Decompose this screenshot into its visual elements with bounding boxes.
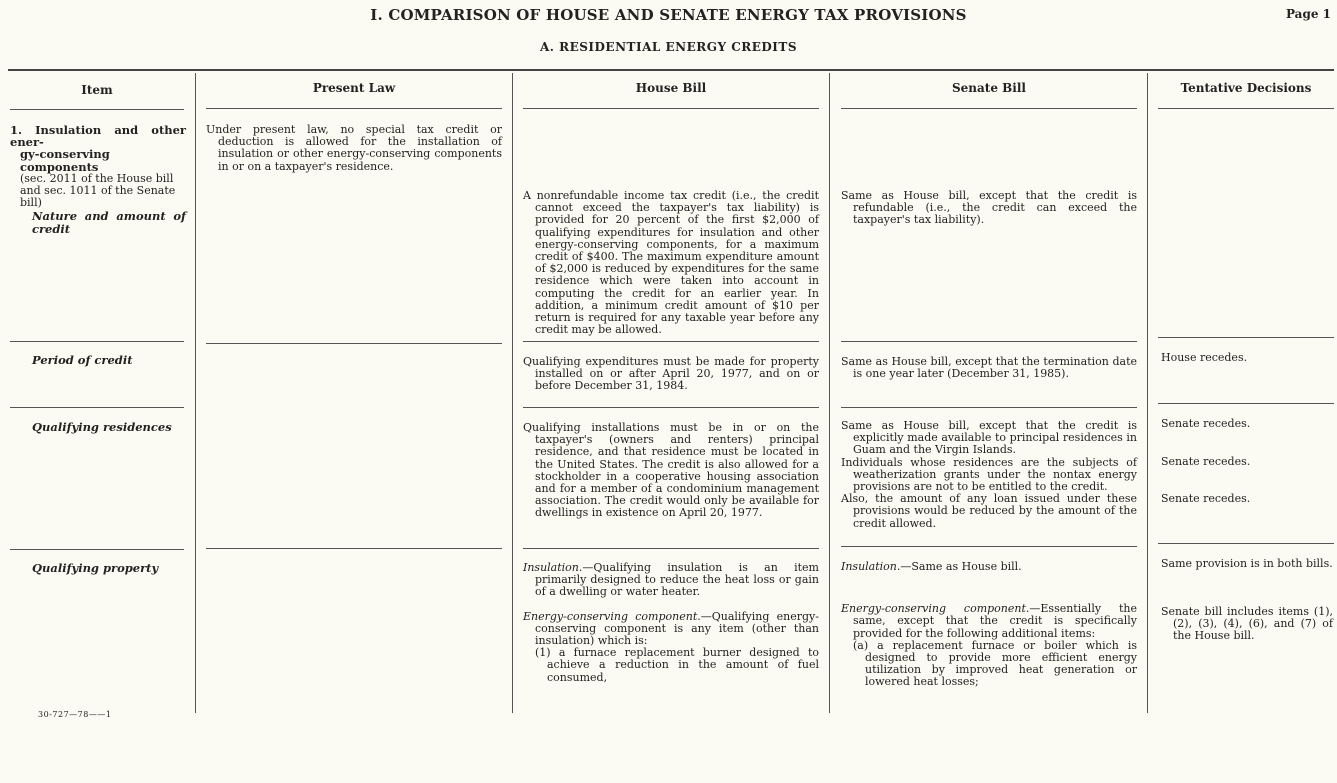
house-component-text: —Qualifying energy-conserving component is any item (other than insulation) which is: (535, 609, 819, 648)
row-rule (206, 343, 502, 344)
item-title-line-2: gy-conserving components (20, 147, 110, 174)
header-rule (206, 108, 502, 109)
item-title-line-1: 1. Insulation and other ener- (10, 123, 186, 150)
house-component-label: Energy-conserving component. (523, 609, 701, 623)
house-bill-text: A nonrefundable income tax credit (i.e., the credit cannot exceed the taxpayer's tax liability) is provided for 20 percent of the first $2,000 of qualifying expenditures for insulation and other energy-conserving components, for a maximum credit of $400. The maximum expenditure amount of $2,000 is reduced by expenditures for the same residence which were taken into account in computing the credit for an earlier year. In addition, a minimum credit amount of $10 per return is required for any taxable year before any credit may be allowed. (523, 189, 819, 337)
tentative-property-1 (1161, 558, 1333, 570)
column-divider (1147, 73, 1148, 713)
print-code-footnote: 30-727—78——1 (38, 710, 112, 719)
senate-component-text: —Essentially the same, except that the credit is specifically provided for the following additional items: (853, 602, 1137, 640)
row-rule (10, 407, 184, 408)
item-property-label: Qualifying property (32, 561, 159, 575)
senate-residences-p2: Individuals whose residences are the subjects of weatherization grants under the nontax energy provisions are not to be entitled to the credit. (841, 455, 1137, 494)
present-law-insulation (206, 124, 502, 173)
column-divider (195, 73, 196, 713)
tentative-residences-text-1: Senate recedes. (1161, 417, 1251, 430)
tentative-property-2 (1161, 606, 1333, 643)
senate-residences-p3: Also, the amount of any loan issued under these provisions would be reduced by the amount of the credit allowed. (841, 492, 1137, 530)
section-subtitle: A. RESIDENTIAL ENERGY CREDITS (539, 40, 798, 54)
tentative-residences-text-2: Senate recedes. (1161, 455, 1251, 468)
house-insulation-label: Insulation. (523, 561, 583, 574)
row-rule (10, 341, 184, 342)
row-rule (1158, 543, 1334, 544)
item-section-reference: (sec. 2011 of the House bill and sec. 1011 of the Senate bill) (20, 171, 176, 210)
senate-insulation-label: Insulation. (841, 560, 901, 573)
header-rule (841, 108, 1137, 109)
tentative-residences-2 (1161, 456, 1333, 468)
house-component-item-1: (1) a furnace replacement burner designed to achieve a reduction in the amount of fuel consumed, (535, 646, 819, 684)
row-rule (1158, 403, 1334, 404)
house-bill-residences (523, 422, 819, 520)
house-insulation-text: —Qualifying insulation is an item primarily designed to reduce the heat loss or gain of a dwelling or water heater. (535, 561, 819, 599)
row-rule (841, 546, 1137, 547)
row-rule (1158, 337, 1334, 338)
header-rule (1158, 108, 1334, 109)
row-rule (523, 407, 819, 408)
row-item-property (32, 562, 186, 574)
senate-bill-period-text: Same as House bill, except that the termination date is one year later (December 31, 1985). (841, 355, 1137, 381)
row-item-period (32, 354, 186, 366)
house-bill-residences-text: Qualifying installations must be in or on the taxpayer's (owners and renters) principal residence, and that residence must be located in the United States. The credit is also allowed for a stockholder in a cooperative housing association and for a member of a condominium management association. The credit would only be available for dwellings in existence on April 20, 1977. (523, 421, 819, 520)
senate-bill-text: Same as House bill, except that the credit is refundable (i.e., the credit can exceed the taxpayer's tax liability). (841, 189, 1137, 227)
row-rule (523, 341, 819, 342)
tentative-period (1161, 352, 1333, 364)
tentative-residences-1 (1161, 418, 1333, 430)
table-top-rule (8, 69, 1334, 71)
senate-bill-period (841, 356, 1137, 380)
tentative-residences-text-3: Senate recedes. (1161, 492, 1251, 505)
page-number: Page 1 (1285, 7, 1331, 21)
tentative-property-text-1: Same provision is in both bills. (1161, 557, 1333, 570)
column-header-present-law: Present Law (312, 81, 396, 95)
item-subheading: Nature and amount of credit (32, 209, 186, 236)
senate-residences-p1: Same as House bill, except that the credit is explicitly made available to principal residences in Guam and the Virgin Islands. (841, 419, 1137, 457)
column-header-senate-bill: Senate Bill (952, 81, 1026, 95)
present-law-text: Under present law, no special tax credit or deduction is allowed for the installation of insulation or other energy-conserving components in or on a taxpayer's residence. (206, 123, 502, 173)
row-rule (10, 549, 184, 550)
column-header-house-bill: House Bill (635, 81, 707, 95)
header-rule (523, 108, 819, 109)
column-divider (512, 73, 513, 713)
row-item-residences (32, 421, 186, 433)
column-header-tentative-decisions: Tentative Decisions (1180, 81, 1312, 95)
column-divider (829, 73, 830, 713)
house-bill-property (523, 562, 819, 684)
row-item-insulation (10, 124, 186, 235)
row-rule (523, 548, 819, 549)
page-title: I. COMPARISON OF HOUSE AND SENATE ENERGY TAX PROVISIONS (370, 6, 967, 24)
row-rule (841, 407, 1137, 408)
senate-component-label: Energy-conserving component. (841, 602, 1030, 616)
house-bill-nature (523, 190, 819, 336)
row-rule (206, 548, 502, 549)
column-header-item: Item (81, 83, 113, 97)
senate-bill-nature (841, 190, 1137, 227)
senate-bill-property (841, 561, 1137, 689)
item-residences-label: Qualifying residences (32, 420, 172, 434)
header-rule (10, 109, 184, 110)
senate-bill-residences (841, 420, 1137, 530)
house-bill-period (523, 356, 819, 393)
tentative-residences-3 (1161, 493, 1333, 505)
house-bill-period-text: Qualifying expenditures must be made for property installed on or after April 20, 1977, and on or before December 31, 1984. (523, 355, 819, 393)
senate-insulation-text: —Same as House bill. (900, 560, 1022, 573)
item-period-label: Period of credit (32, 353, 133, 367)
row-rule (841, 341, 1137, 342)
tentative-period-text: House recedes. (1161, 351, 1248, 364)
senate-component-item-a: (a) a replacement furnace or boiler which is designed to provide more efficient energy utilization by improved heat generation or lowered heat losses; (853, 638, 1137, 689)
tentative-property-text-2: Senate bill includes items (1), (2), (3), (4), (6), and (7) of the House bill. (1161, 605, 1333, 643)
